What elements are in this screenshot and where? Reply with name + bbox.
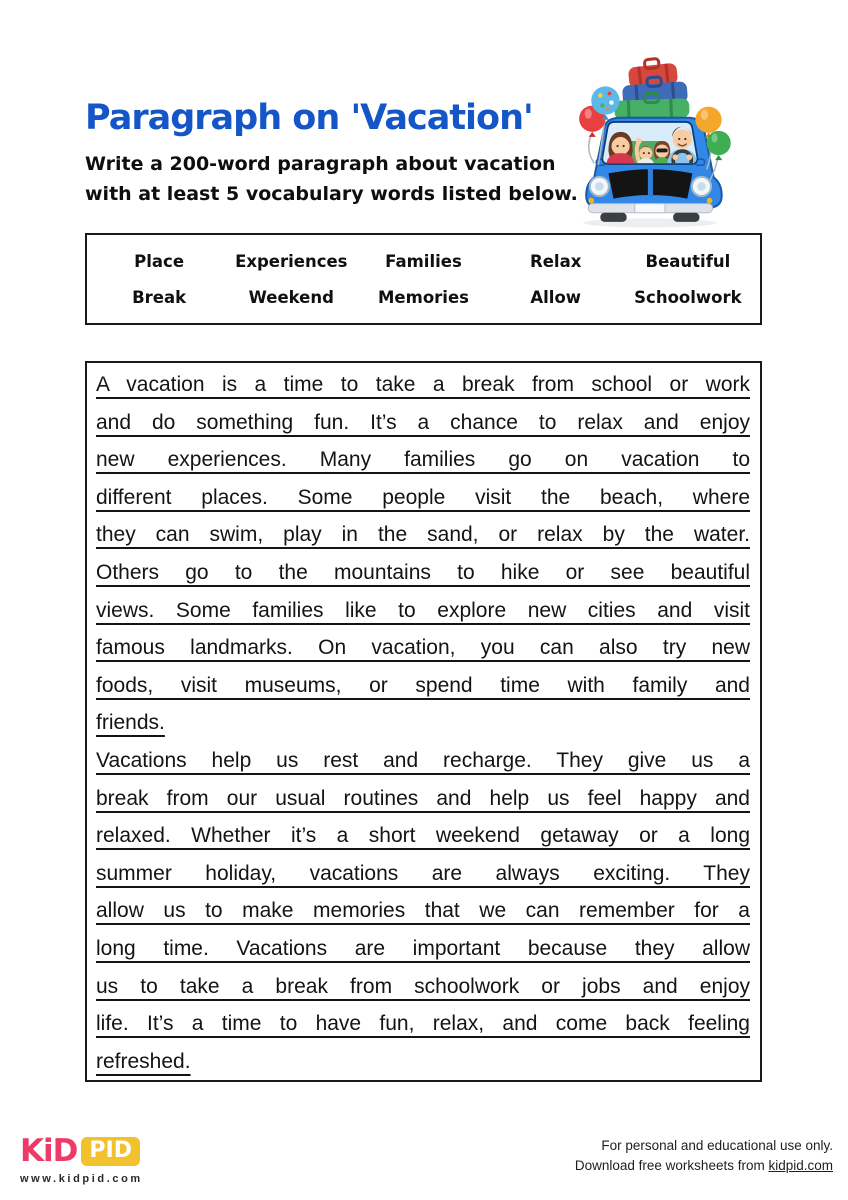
footer-note-line2-prefix: Download free worksheets from bbox=[574, 1158, 769, 1173]
essay-line: foods, visit museums, or spend time with family and bbox=[96, 673, 750, 697]
essay-line: life. It’s a time to have fun, relax, and come back feeling bbox=[96, 1012, 750, 1036]
essay-line: refreshed. bbox=[96, 1049, 191, 1073]
logo-pid-badge: PID bbox=[81, 1137, 140, 1166]
girl-figure bbox=[654, 141, 670, 163]
essay-line: friends. bbox=[96, 711, 165, 735]
vocab-word-schoolwork: Schoolwork bbox=[634, 287, 742, 307]
logo-kid-text: KiD bbox=[20, 1133, 78, 1169]
essay-line: break from our usual routines and help us feel happy and bbox=[96, 786, 750, 810]
vocab-word-beautiful: Beautiful bbox=[645, 251, 731, 271]
essay-line: views. Some families like to explore new cities and visit bbox=[96, 598, 750, 622]
essay-line: A vacation is a time to take a break from school or work bbox=[96, 373, 750, 396]
essay-line: relaxed. Whether it’s a short weekend getaway or a long bbox=[96, 824, 750, 848]
vocab-word-experiences: Experiences bbox=[235, 251, 348, 271]
logo-url-text: www.kidpid.com bbox=[20, 1173, 143, 1185]
essay-line: different places. Some people visit the beach, where bbox=[96, 485, 750, 509]
essay-line: and do something fun. It’s a chance to relax and enjoy bbox=[96, 410, 750, 434]
vocab-word-allow: Allow bbox=[530, 287, 582, 307]
essay-line: Vacations help us rest and recharge. They give us a bbox=[96, 748, 750, 772]
essay-line: allow us to make memories that we can remember for a bbox=[96, 899, 750, 923]
kidpid-logo bbox=[20, 1133, 143, 1185]
vocab-word-place: Place bbox=[134, 251, 185, 271]
vocab-word-relax: Relax bbox=[530, 251, 582, 271]
footer-note-line2 bbox=[575, 1156, 833, 1176]
vocab-word-families: Families bbox=[385, 251, 462, 271]
essay-line: summer holiday, vacations are always exciting. They bbox=[96, 861, 750, 885]
paragraph-box bbox=[85, 361, 762, 1082]
family-group bbox=[602, 122, 698, 170]
wheel-left bbox=[600, 213, 626, 222]
kidpid-link[interactable]: kidpid.com bbox=[768, 1158, 833, 1173]
vocab-word-weekend: Weekend bbox=[248, 287, 334, 307]
essay-line: new experiences. Many families go on vacation to bbox=[96, 448, 750, 472]
vocabulary-box bbox=[85, 233, 762, 325]
essay-line: they can swim, play in the sand, or relax by the water. bbox=[96, 523, 750, 547]
footer-note bbox=[575, 1136, 833, 1176]
license-plate bbox=[635, 204, 665, 213]
essay-line: us to take a break from schoolwork or jobs and enjoy bbox=[96, 974, 750, 998]
vocab-word-memories: Memories bbox=[378, 287, 469, 307]
vocab-word-break: Break bbox=[132, 287, 187, 307]
page-title: Paragraph on 'Vacation' bbox=[85, 98, 533, 138]
family-car-illustration bbox=[568, 56, 750, 232]
essay-line: long time. Vacations are important because they allow bbox=[96, 936, 750, 960]
footer-note-line1: For personal and educational use only. bbox=[601, 1138, 833, 1153]
wheel-right bbox=[673, 213, 699, 222]
essay-line: Others go to the mountains to hike or see beautiful bbox=[96, 560, 750, 584]
essay-line: famous landmarks. On vacation, you can also try new bbox=[96, 636, 750, 660]
instructions-text: Write a 200-word paragraph about vacation with at least 5 vocabulary words listed below. bbox=[85, 153, 578, 205]
